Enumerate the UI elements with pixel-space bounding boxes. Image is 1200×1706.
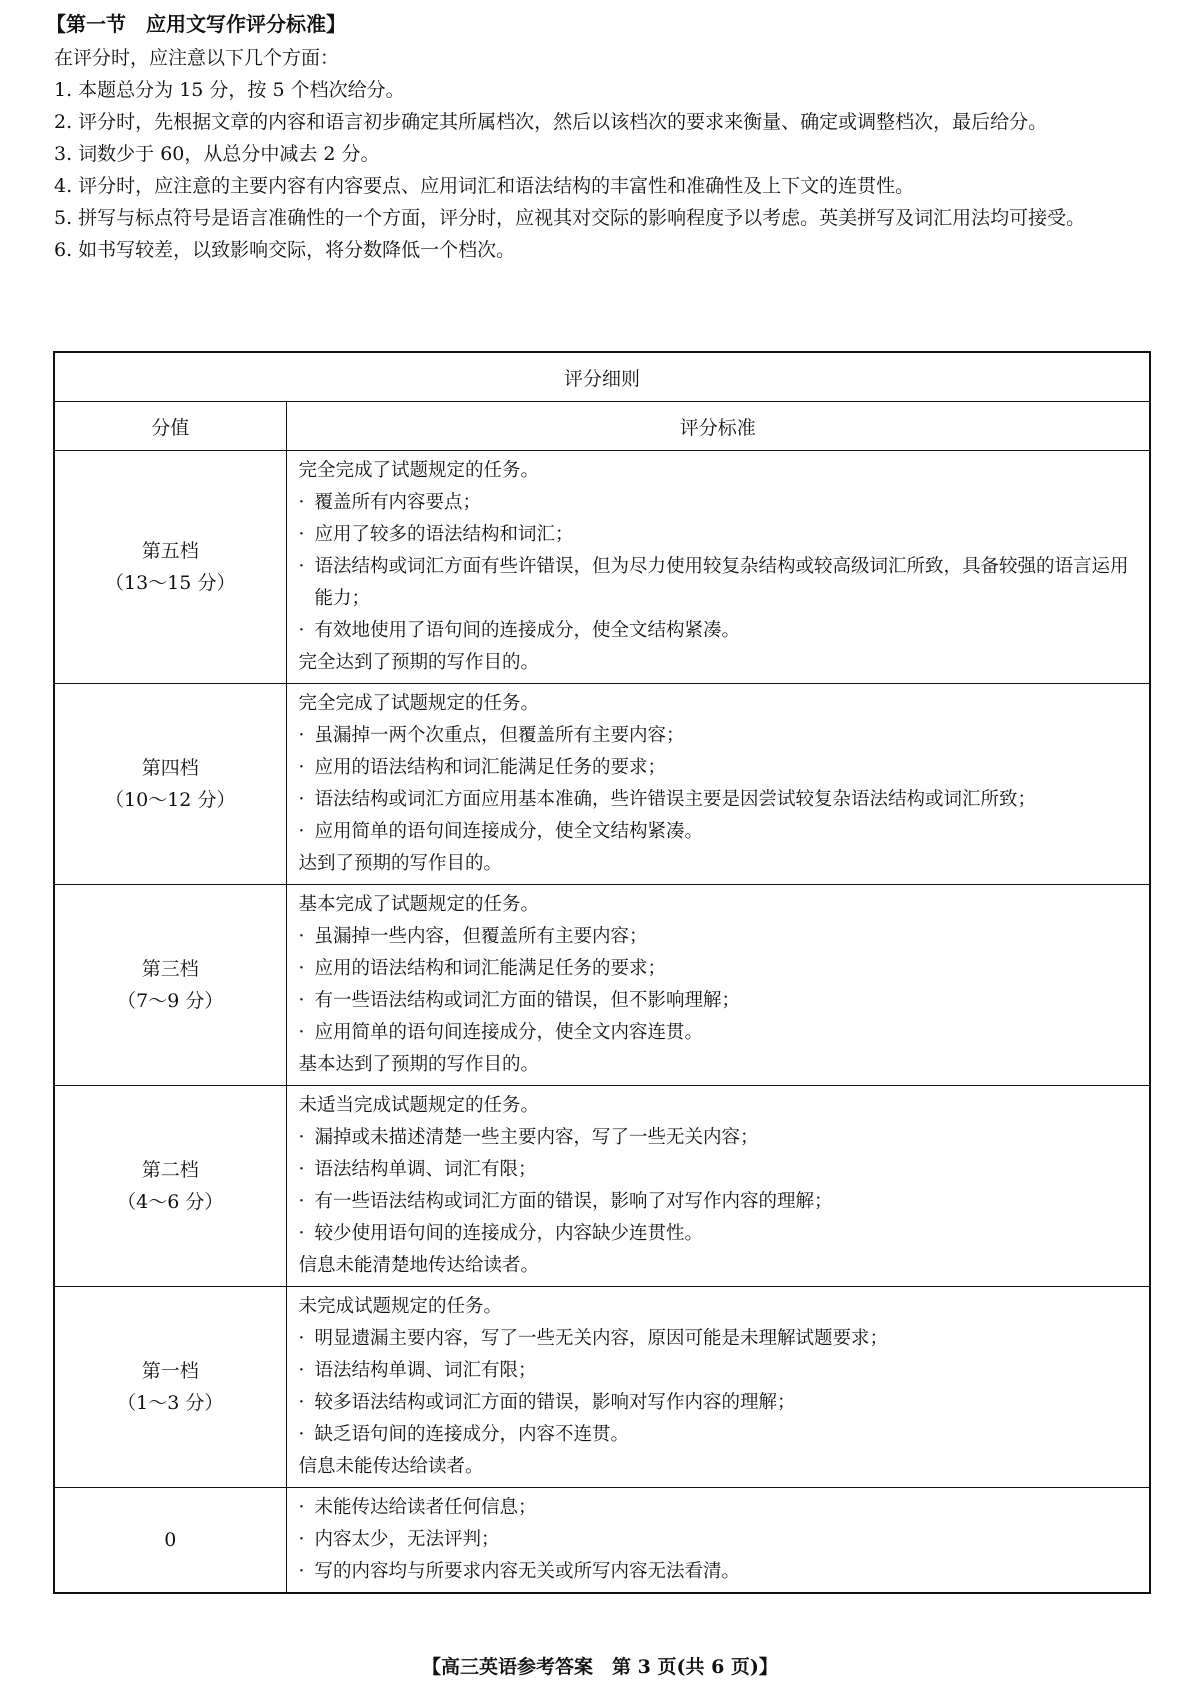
criteria-bullet [299,1218,1140,1250]
tier-range: （1～3 分） [117,1392,224,1414]
criteria-conclusion: 基本达到了预期的写作目的。 [298,1054,540,1075]
bullet-dot-icon: · [298,1497,305,1518]
criteria-bullet-text: 应用的语法结构和词汇能满足任务的要求； [314,958,667,979]
criteria-bullet-text: 语法结构或词汇方面有些许错误，但为尽力使用较复杂结构或较高级词汇所致，具备较强的语言运用能力； [314,556,1129,609]
criteria-cell [286,885,1150,1086]
criteria-bullet-text: 覆盖所有内容要点； [314,492,482,513]
criteria-conclusion: 达到了预期的写作目的。 [298,853,503,874]
tier-range: （10～12 分） [105,789,236,811]
criteria-bullet [299,1492,1140,1524]
criteria-cell [286,1287,1150,1488]
criteria-bullet-text: 有一些语法结构或词汇方面的错误，影响了对写作内容的理解； [314,1191,833,1212]
tier-label: 第一档 [141,1360,199,1382]
rule-item: 4. 评分时，应注意的主要内容有内容要点、应用词汇和语法结构的丰富性和准确性及上下文的连贯性。 [54,175,915,197]
score-cell [54,684,286,885]
column-header-score: 分值 [54,402,286,451]
bullet-dot-icon: · [298,757,305,778]
criteria-cell [286,1488,1150,1594]
criteria-bullet-text: 应用的语法结构和词汇能满足任务的要求； [314,757,667,778]
criteria-bullet [299,784,1140,816]
bullet-dot-icon: · [298,1424,305,1445]
table-row [54,451,1150,684]
criteria-bullet [299,816,1140,848]
criteria-conclusion: 信息未能传达给读者。 [298,1456,484,1477]
criteria-intro: 完全完成了试题规定的任务。 [298,460,540,481]
criteria-bullet [299,752,1140,784]
criteria-bullet-text: 语法结构单调、词汇有限； [314,1360,537,1381]
criteria-bullet-text: 写的内容均与所要求内容无关或所写内容无法看清。 [314,1561,741,1582]
criteria-bullet [299,1186,1140,1218]
criteria-bullet-text: 有一些语法结构或词汇方面的错误，但不影响理解； [314,990,741,1011]
criteria-bullet-text: 应用了较多的语法结构和词汇； [314,524,574,545]
intro-text: 在评分时，应注意以下几个方面： [54,47,340,69]
bullet-dot-icon: · [298,1191,305,1212]
rubric-table [53,351,1151,1594]
tier-label: 第二档 [141,1159,199,1181]
bullet-dot-icon: · [298,1328,305,1349]
bullet-dot-icon: · [298,1529,305,1550]
bullet-dot-icon: · [298,1127,305,1148]
criteria-bullet-text: 应用简单的语句间连接成分，使全文结构紧凑。 [314,821,704,842]
score-cell [54,885,286,1086]
criteria-intro: 未适当完成试题规定的任务。 [298,1095,540,1116]
tier-label: 第五档 [141,540,199,562]
rubric-body [54,451,1150,1594]
table-row [54,684,1150,885]
criteria-bullet [299,985,1140,1017]
page-footer: 【高三英语参考答案 第 3 页(共 6 页)】 [422,1656,778,1678]
criteria-bullet-text: 较多语法结构或词汇方面的错误，影响对写作内容的理解； [314,1392,796,1413]
tier-range: （7～9 分） [117,990,224,1012]
tier-label: 第三档 [141,958,199,980]
rule-item: 3. 词数少于 60，从总分中减去 2 分。 [54,143,380,165]
criteria-bullet-text: 内容太少，无法评判； [314,1529,500,1550]
criteria-bullet-text: 未能传达给读者任何信息； [314,1497,537,1518]
criteria-bullet [299,551,1140,615]
criteria-bullet-text: 虽漏掉一些内容，但覆盖所有主要内容； [314,926,648,947]
criteria-bullet-text: 语法结构或词汇方面应用基本准确，些许错误主要是因尝试较复杂语法结构或词汇所致； [314,789,1037,810]
criteria-bullet-text: 有效地使用了语句间的连接成分，使全文结构紧凑。 [314,620,741,641]
criteria-bullet [299,720,1140,752]
tier-label: 第四档 [141,757,199,779]
bullet-dot-icon: · [298,620,305,641]
criteria-bullet-text: 语法结构单调、词汇有限； [314,1159,537,1180]
criteria-bullet [299,1017,1140,1049]
table-row [54,1287,1150,1488]
criteria-intro: 基本完成了试题规定的任务。 [298,894,540,915]
table-row [54,885,1150,1086]
criteria-bullet [299,1122,1140,1154]
criteria-cell [286,451,1150,684]
score-cell [54,451,286,684]
score-cell [54,1488,286,1594]
criteria-bullet [299,953,1140,985]
criteria-bullet [299,519,1140,551]
criteria-bullet-text: 应用简单的语句间连接成分，使全文内容连贯。 [314,1022,704,1043]
rule-item: 6. 如书写较差，以致影响交际，将分数降低一个档次。 [54,239,516,261]
bullet-dot-icon: · [298,556,305,577]
criteria-intro: 未完成试题规定的任务。 [298,1296,503,1317]
tier-range: （13～15 分） [105,572,236,594]
score-cell [54,1287,286,1488]
bullet-dot-icon: · [298,524,305,545]
bullet-dot-icon: · [298,926,305,947]
score-cell [54,1086,286,1287]
bullet-dot-icon: · [298,789,305,810]
criteria-bullet [299,1524,1140,1556]
bullet-dot-icon: · [298,1392,305,1413]
criteria-bullet-text: 较少使用语句间的连接成分，内容缺少连贯性。 [314,1223,704,1244]
criteria-bullet [299,921,1140,953]
table-row [54,1488,1150,1594]
criteria-bullet-text: 缺乏语句间的连接成分，内容不连贯。 [314,1424,630,1445]
criteria-bullet-text: 虽漏掉一两个次重点，但覆盖所有主要内容； [314,725,685,746]
tier-range: （4～6 分） [117,1191,224,1213]
table-caption: 评分细则 [54,352,1150,402]
bullet-dot-icon: · [298,1561,305,1582]
bullet-dot-icon: · [298,958,305,979]
criteria-bullet [299,1323,1140,1355]
criteria-bullet [299,1387,1140,1419]
criteria-cell [286,684,1150,885]
bullet-dot-icon: · [298,1159,305,1180]
rules-list [54,74,1154,266]
rule-item: 1. 本题总分为 15 分，按 5 个档次给分。 [54,79,405,101]
rule-item: 5. 拼写与标点符号是语言准确性的一个方面，评分时，应视其对交际的影响程度予以考虑。英美拼写及词汇用法均可接受。 [54,207,1086,229]
criteria-intro: 完全完成了试题规定的任务。 [298,693,540,714]
criteria-bullet-text: 明显遗漏主要内容，写了一些无关内容，原因可能是未理解试题要求； [314,1328,889,1349]
bullet-dot-icon: · [298,1360,305,1381]
bullet-dot-icon: · [298,492,305,513]
criteria-bullet [299,615,1140,647]
criteria-bullet [299,1355,1140,1387]
criteria-bullet-text: 漏掉或未描述清楚一些主要内容，写了一些无关内容； [314,1127,759,1148]
section-heading: 【第一节 应用文写作评分标准】 [46,12,346,36]
criteria-bullet [299,487,1140,519]
bullet-dot-icon: · [298,821,305,842]
criteria-conclusion: 完全达到了预期的写作目的。 [298,652,540,673]
bullet-dot-icon: · [298,1223,305,1244]
bullet-dot-icon: · [298,990,305,1011]
column-header-criteria: 评分标准 [286,402,1150,451]
rule-item: 2. 评分时，先根据文章的内容和语言初步确定其所属档次，然后以该档次的要求来衡量、确定或调整档次，最后给分。 [54,111,1048,133]
criteria-bullet [299,1419,1140,1451]
bullet-dot-icon: · [298,725,305,746]
criteria-cell [286,1086,1150,1287]
criteria-conclusion: 信息未能清楚地传达给读者。 [298,1255,540,1276]
bullet-dot-icon: · [298,1022,305,1043]
table-row [54,1086,1150,1287]
tier-label: 0 [164,1529,177,1551]
criteria-bullet [299,1154,1140,1186]
criteria-bullet [299,1556,1140,1588]
